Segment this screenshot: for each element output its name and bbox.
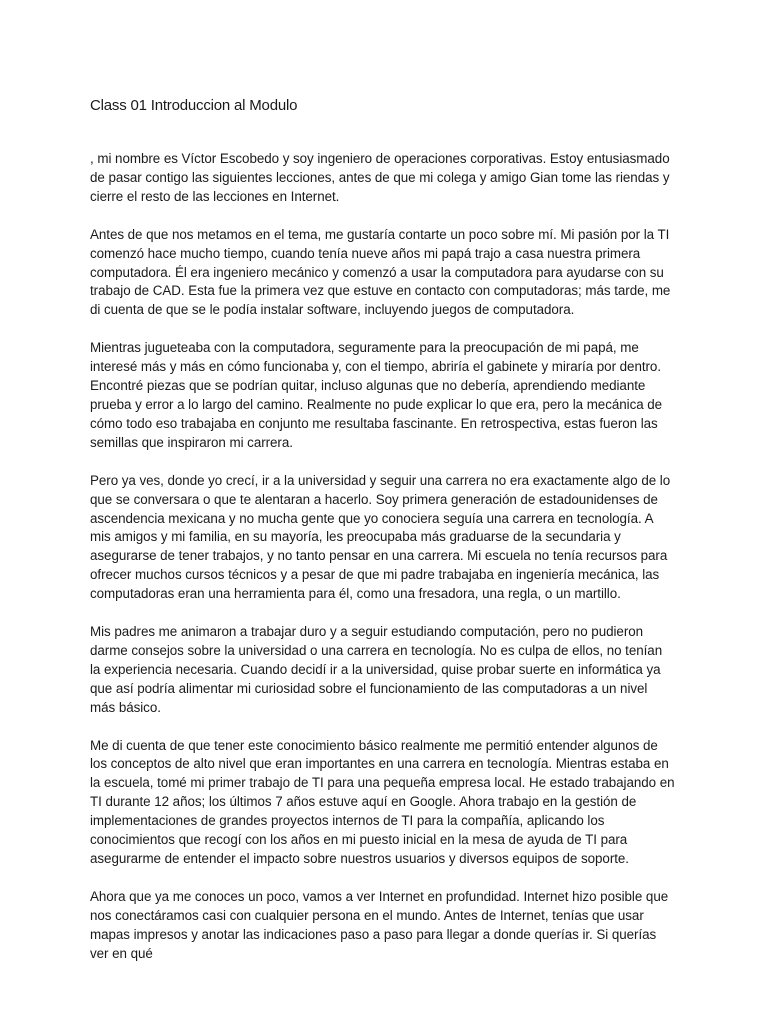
paragraph-internet: Ahora que ya me conoces un poco, vamos a ver Internet en profundidad. Internet hizo posible que nos conectáramos casi con cualquier persona en el mundo. Antes de Internet, tenías que usar mapas impresos y anotar las indicaciones paso a paso para llegar a donde querías ir. Si querías ver en qué — [90, 888, 669, 961]
paragraph-passion: Antes de que nos metamos en el tema, me gustaría contarte un poco sobre mí. Mi pasión por la TI comenzó hace mucho tiempo, cuando tenía nueve años mi papá trajo a casa nuestra primera computadora. Él era ingeniero mecánico y comenzó a usar la computadora para ayudarse con su trabajo de CAD. Esta fue la primera vez que estuve en contacto con computadoras; más tarde, me di cuenta de que se le podía instalar software, incluyendo juegos de computadora. — [90, 226, 671, 318]
paragraph-intro: , mi nombre es Víctor Escobedo y soy ingeniero de operaciones corporativas. Estoy entusiasmado de pasar contigo las siguientes lecciones, antes de que mi colega y amigo Gian tome las riendas y cierre el resto de las lecciones en Internet. — [90, 151, 670, 204]
document-title: Class 01 Introduccion al Modulo — [90, 97, 298, 114]
paragraph-parents: Mis padres me animaron a trabajar duro y a seguir estudiando computación, pero no pudieron darme consejos sobre la universidad o una carrera en tecnología. No es culpa de ellos, no tenían la experiencia necesaria. Cuando decidí ir a la universidad, quise probar suerte en informática ya que así podría alimentar mi curiosidad sobre el funcionamiento de las computadoras a un nivel más básico. — [90, 624, 663, 715]
paragraph-career: Me di cuenta de que tener este conocimiento básico realmente me permitió entender algunos de los conceptos de alto nivel que eran importantes en una carrera en tecnología. Mientras estaba en la escuela, tomé mi primer trabajo de TI para una pequeña empresa local. He estado trabajando en TI durante 12 años; los últimos 7 años estuve aquí en Google. Ahora trabajo en la gestión de implementaciones de grandes proyectos internos de TI para la compañía, aplicando los conocimientos que recogí con los años en mi puesto inicial en la mesa de ayuda de TI para asegurarme de entender el impacto sobre nuestros usuarios y diversos equipos de soporte. — [90, 737, 675, 866]
paragraph-background: Pero ya ves, donde yo crecí, ir a la universidad y seguir una carrera no era exactamente algo de lo que se conversara o que te alentaran a hacerlo. Soy primera generación de estadounidenses de ascendencia mexicana y no mucha gente que yo conociera seguía una carrera en tecnología. A mis amigos y mi familia, en su mayoría, les preocupaba más graduarse de la secundaria y asegurarse de tener trabajos, y no tanto pensar en una carrera. Mi escuela no tenía recursos para ofrecer muchos cursos técnicos y a pesar de que mi padre trabajaba en ingeniería mecánica, las computadoras eran una herramienta para él, como una fresadora, una regla, o un martillo. — [90, 472, 671, 602]
paragraph-curiosity: Mientras jugueteaba con la computadora, seguramente para la preocupación de mi papá, me interesé más y más en cómo funcionaba y, con el tiempo, abriría el gabinete y miraría por dentro. Encontré piezas que se podrían quitar, incluso algunas que no debería, aprendiendo mediante prueba y error a lo largo del camino. Realmente no pude explicar lo que era, pero la mecánica de cómo todo eso trabajaba en conjunto me resultaba fascinante. En retrospectiva, estas fueron las semillas que inspiraron mi carrera. — [90, 340, 663, 450]
document-body — [90, 96, 676, 983]
